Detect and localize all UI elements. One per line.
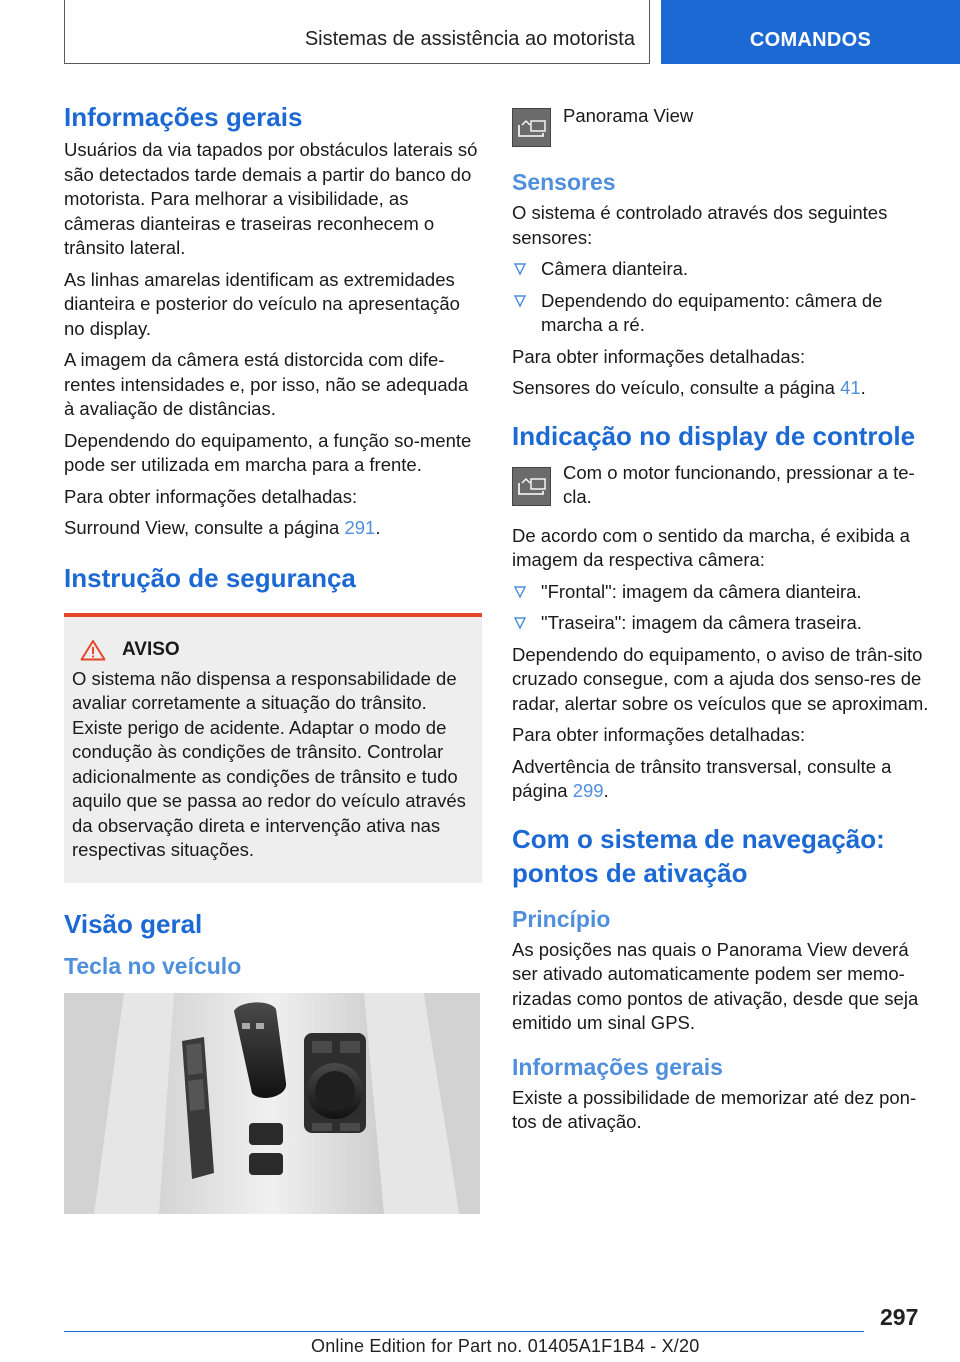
list-item	[512, 289, 930, 338]
paragraph-reference	[512, 755, 930, 804]
paragraph: A imagem da câmera está distorcida com dife‐rentes intensidades e, por isso, não se adequada à avaliação de distâncias.	[64, 349, 469, 419]
panorama-view-button-2[interactable]	[512, 467, 551, 506]
warning-box	[64, 613, 482, 883]
heading-display: Indicação no display de controle	[512, 420, 916, 451]
sensor-list	[512, 257, 930, 338]
page-link-299[interactable]: 299	[572, 780, 604, 801]
paragraph-reference	[512, 376, 930, 401]
left-column	[64, 100, 482, 1214]
press-key-text: Com o motor funcionando, pressionar a te‐cla.	[563, 461, 915, 507]
key-row-panorama	[512, 104, 930, 147]
list-item-text: Dependendo do equipamento: câmera de marcha a ré.	[541, 289, 883, 335]
paragraph: As linhas amarelas identificam as extremidades dianteira e posterior do veículo na apresentação no display.	[64, 268, 460, 339]
panorama-view-label: Panorama View	[563, 105, 694, 126]
camera-list	[512, 580, 930, 636]
bullet-triangle-icon	[514, 617, 526, 630]
footer-divider	[64, 1331, 864, 1332]
vehicle-controls-photo	[64, 993, 480, 1214]
heading-sensors: Sensores	[512, 169, 616, 195]
reference-text: Sensores do veículo, consulte a página	[512, 377, 841, 398]
header-chapter-title: COMANDOS	[749, 29, 872, 51]
reference-end: .	[375, 517, 381, 538]
warning-text: O sistema não dispensa a responsabilidade de avaliar corretamente a situação do trânsito. Existe perigo de acidente. Adaptar o modo de condução às condições de trânsito. Controlar adicionalmente as condições de trânsito e tudo aquilo que se passa ao redor do veículo através da observação direta e intervenção ativa nas respectivas situações.	[72, 667, 466, 860]
reference-end: .	[860, 377, 866, 398]
paragraph: Dependendo do equipamento, o aviso de trân‐sito cruzado consegue, com a ajuda dos senso‐res de radar, alertar sobre os veículos que se aproximam.	[512, 643, 929, 714]
list-item	[512, 580, 930, 605]
camera-view-icon	[517, 117, 547, 139]
reference-text: Advertência de trânsito transversal, consulte a página	[512, 755, 892, 801]
paragraph: O sistema é controlado através dos seguintes sensores:	[512, 202, 888, 248]
page-link-41[interactable]: 41	[840, 377, 861, 398]
footer-edition: Online Edition for Part no. 01405A1F1B4 - X/20	[311, 1336, 700, 1356]
header-section-title: Sistemas de assistência ao motorista	[304, 28, 635, 50]
list-item-text: "Frontal": imagem da câmera dianteira.	[541, 580, 862, 602]
heading-vehicle-key: Tecla no veículo	[64, 952, 242, 979]
center-console-image	[64, 993, 480, 1214]
paragraph: Dependendo do equipamento, a função so‐mente pode ser utilizada em marcha para a frente.	[64, 429, 472, 475]
camera-view-icon	[517, 475, 547, 497]
reference-text: Surround View, consulte a página	[64, 517, 345, 538]
heading-general-info-2: Informações gerais	[512, 1053, 723, 1080]
panorama-view-button[interactable]	[512, 108, 551, 147]
list-item-text: "Traseira": imagem da câmera traseira.	[541, 612, 862, 633]
paragraph: Para obter informações detalhadas:	[512, 724, 806, 745]
paragraph: De acordo com o sentido da marcha, é exibida a imagem da respectiva câmera:	[512, 524, 910, 570]
list-item-text: Câmera dianteira.	[541, 258, 689, 279]
key-row-display	[512, 461, 930, 510]
header-chapter-tab	[661, 0, 960, 64]
heading-overview: Visão geral	[64, 908, 203, 939]
bullet-triangle-icon	[514, 295, 526, 308]
warning-label: AVISO	[122, 638, 180, 660]
paragraph: Para obter informações detalhadas:	[64, 485, 358, 507]
paragraph: As posições nas quais o Panorama View deverá ser ativado automaticamente podem ser memo‐rizadas como pontos de ativação, desde que seja emitido um sinal GPS.	[512, 938, 919, 1033]
page-number: 297	[880, 1304, 919, 1330]
page-link-291[interactable]: 291	[344, 517, 376, 538]
paragraph: Usuários da via tapados por obstáculos laterais só são detectados tarde demais a partir do banco do motorista. Para melhorar a visibilidade, as câmeras dianteiras e traseiras reconhecem o trânsito lateral.	[64, 139, 478, 258]
right-column	[512, 104, 930, 1142]
paragraph-reference	[64, 516, 482, 541]
paragraph: Existe a possibilidade de memorizar até dez pon‐tos de ativação.	[512, 1086, 917, 1132]
bullet-triangle-icon	[514, 263, 526, 276]
heading-principle: Princípio	[512, 905, 611, 932]
paragraph: Para obter informações detalhadas:	[512, 345, 806, 367]
reference-end: .	[603, 780, 609, 801]
heading-general-info: Informações gerais	[64, 102, 303, 132]
warning-triangle-icon	[80, 639, 106, 661]
bullet-triangle-icon	[514, 586, 526, 599]
list-item	[512, 611, 930, 636]
list-item	[512, 257, 930, 282]
warning-title	[72, 639, 474, 661]
heading-safety: Instrução de segurança	[64, 562, 356, 593]
heading-navigation: Com o sistema de navegação: pontos de ativação	[512, 823, 885, 888]
header-section-tab	[64, 0, 650, 64]
